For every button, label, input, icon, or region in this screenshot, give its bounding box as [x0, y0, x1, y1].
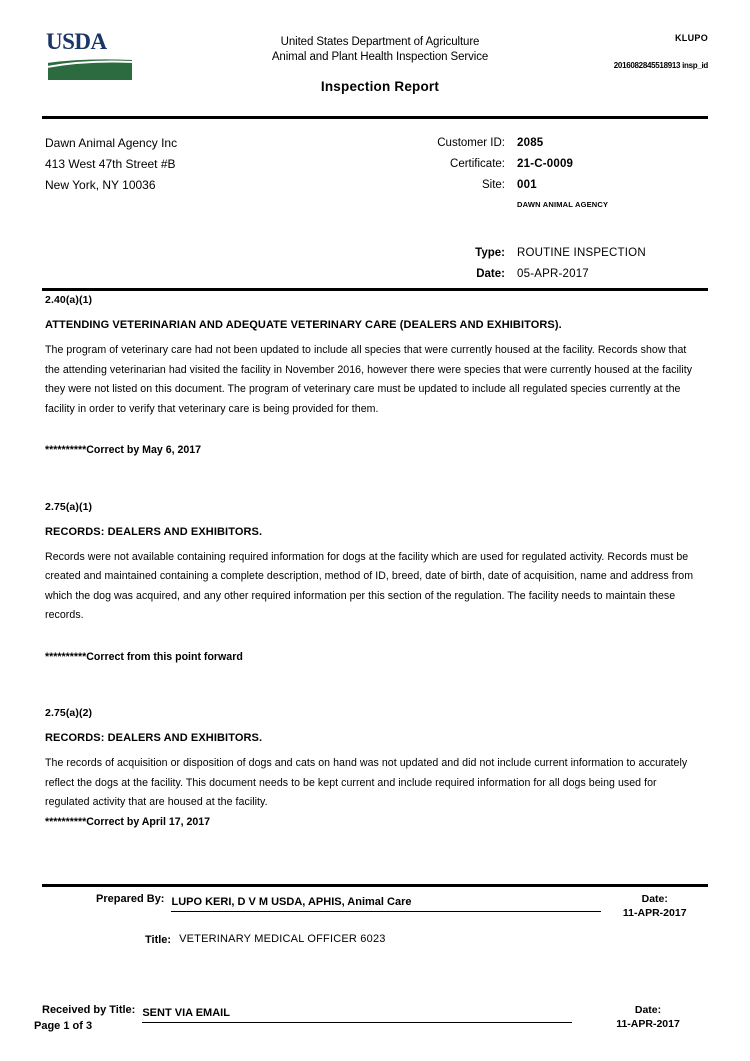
violation-item — [45, 294, 700, 461]
site-value: 001 — [517, 179, 537, 191]
signature-area — [42, 892, 708, 1031]
title-label: Title: — [145, 934, 172, 946]
title-value: VETERINARY MEDICAL OFFICER 6023 — [179, 933, 386, 945]
site-label: Site: — [481, 179, 505, 191]
details-divider — [42, 288, 708, 291]
title-row — [42, 933, 708, 946]
facility-name: Dawn Animal Agency Inc — [45, 136, 178, 150]
certificate-value: 21-C-0009 — [517, 158, 574, 170]
inspection-id: 2016082845518913 insp_id — [613, 61, 708, 70]
violation-correct-by: **********Correct from this point forward — [45, 650, 243, 663]
prepared-date-label: Date: — [641, 893, 668, 905]
received-date-value: 11-APR-2017 — [616, 1018, 680, 1030]
violation-correct-by: **********Correct by April 17, 2017 — [45, 815, 211, 828]
violation-item — [45, 707, 700, 832]
site-name: DAWN ANIMAL AGENCY — [517, 200, 609, 209]
received-by-value: SENT VIA EMAIL — [142, 1007, 230, 1019]
violation-correct-by: **********Correct by May 6, 2017 — [45, 444, 202, 456]
violation-code: 2.75(a)(1) — [45, 500, 93, 513]
prepared-by-row — [42, 892, 708, 920]
facility-address-line-2: New York, NY 10036 — [45, 178, 156, 192]
received-date-label: Date: — [634, 1004, 662, 1016]
date-row — [360, 264, 690, 285]
inspection-type-block — [360, 243, 690, 285]
prepared-by-value: LUPO KERI, D V M USDA, APHIS, Animal Care — [171, 896, 412, 908]
svg-text:USDA: USDA — [46, 30, 107, 54]
facility-address-line-1: 413 West 47th Street #B — [45, 157, 176, 171]
violation-title: ATTENDING VETERINARIAN AND ADEQUATE VETERINARY CARE (DEALERS AND EXHIBITORS). — [45, 319, 562, 331]
header-agency-block — [225, 35, 535, 94]
date-value: 05-APR-2017 — [517, 268, 589, 280]
page-number: Page 1 of 3 — [34, 1020, 93, 1032]
type-label: Type: — [475, 247, 505, 259]
certificate-label: Certificate: — [450, 158, 505, 170]
violation-title: RECORDS: DEALERS AND EXHIBITORS. — [45, 732, 263, 744]
violation-code: 2.40(a)(1) — [45, 294, 93, 306]
type-row — [360, 243, 690, 264]
footer-divider — [42, 884, 708, 887]
received-date-block — [588, 1003, 708, 1031]
violation-body: The records of acquisition or disposition of dogs and cats on hand was not updated and did not include current information to accurately reflect the dogs at the facility. This document needs to be kept current and include required information for all dogs being used for regulated activity that are housed at the facility. — [45, 757, 688, 808]
agency-line-1: United States Department of Agriculture — [280, 36, 480, 48]
header-id-block — [508, 33, 708, 70]
violations-list — [45, 294, 700, 836]
violation-code: 2.75(a)(2) — [45, 707, 93, 719]
document-header — [0, 0, 750, 110]
customer-id-row — [360, 133, 690, 154]
inspection-details — [360, 133, 690, 209]
received-by-label: Received by Title: — [42, 1004, 136, 1016]
inspector-code: KLUPO — [675, 33, 708, 43]
prepared-by-label: Prepared By: — [96, 893, 165, 905]
usda-logo — [44, 30, 136, 82]
received-by-underline — [142, 1022, 572, 1023]
violation-title: RECORDS: DEALERS AND EXHIBITORS. — [45, 525, 263, 538]
header-divider — [42, 116, 708, 119]
agency-line-2: Animal and Plant Health Inspection Service — [271, 51, 489, 63]
customer-id-value: 2085 — [517, 137, 544, 149]
prepared-date-value: 11-APR-2017 — [622, 907, 687, 919]
certificate-row — [360, 154, 690, 175]
site-row — [360, 175, 690, 196]
prepared-date-block — [601, 892, 708, 920]
customer-id-label: Customer ID: — [437, 137, 505, 149]
prepared-by-underline — [171, 911, 601, 912]
type-value: ROUTINE INSPECTION — [517, 247, 646, 259]
page-title: Inspection Report — [320, 79, 440, 94]
violation-body: Records were not available containing required information for dogs at the facility which are used for regulated activity. Records must be created and maintained containing a complete description, method of ID, breed, date of birth, date of acquisition, name and address from which the dog was acquired, and any other required information per this section of the regulation. The facility needs to maintain these records. — [45, 550, 694, 621]
violation-item — [45, 501, 700, 668]
violation-body: The program of veterinary care had not been updated to include all species that were currently housed at the facility. Records show that the attending veterinarian had visited the facility in November 2016, however there were species that were currently housed at the facility they were not listed on this document. The program of veterinary care must be updated to include all regulated species currently at the facility in order to verify that veterinary care is being provided for them. — [45, 344, 693, 415]
date-label: Date: — [476, 268, 505, 280]
received-by-row — [42, 1003, 708, 1031]
facility-address — [45, 133, 177, 196]
